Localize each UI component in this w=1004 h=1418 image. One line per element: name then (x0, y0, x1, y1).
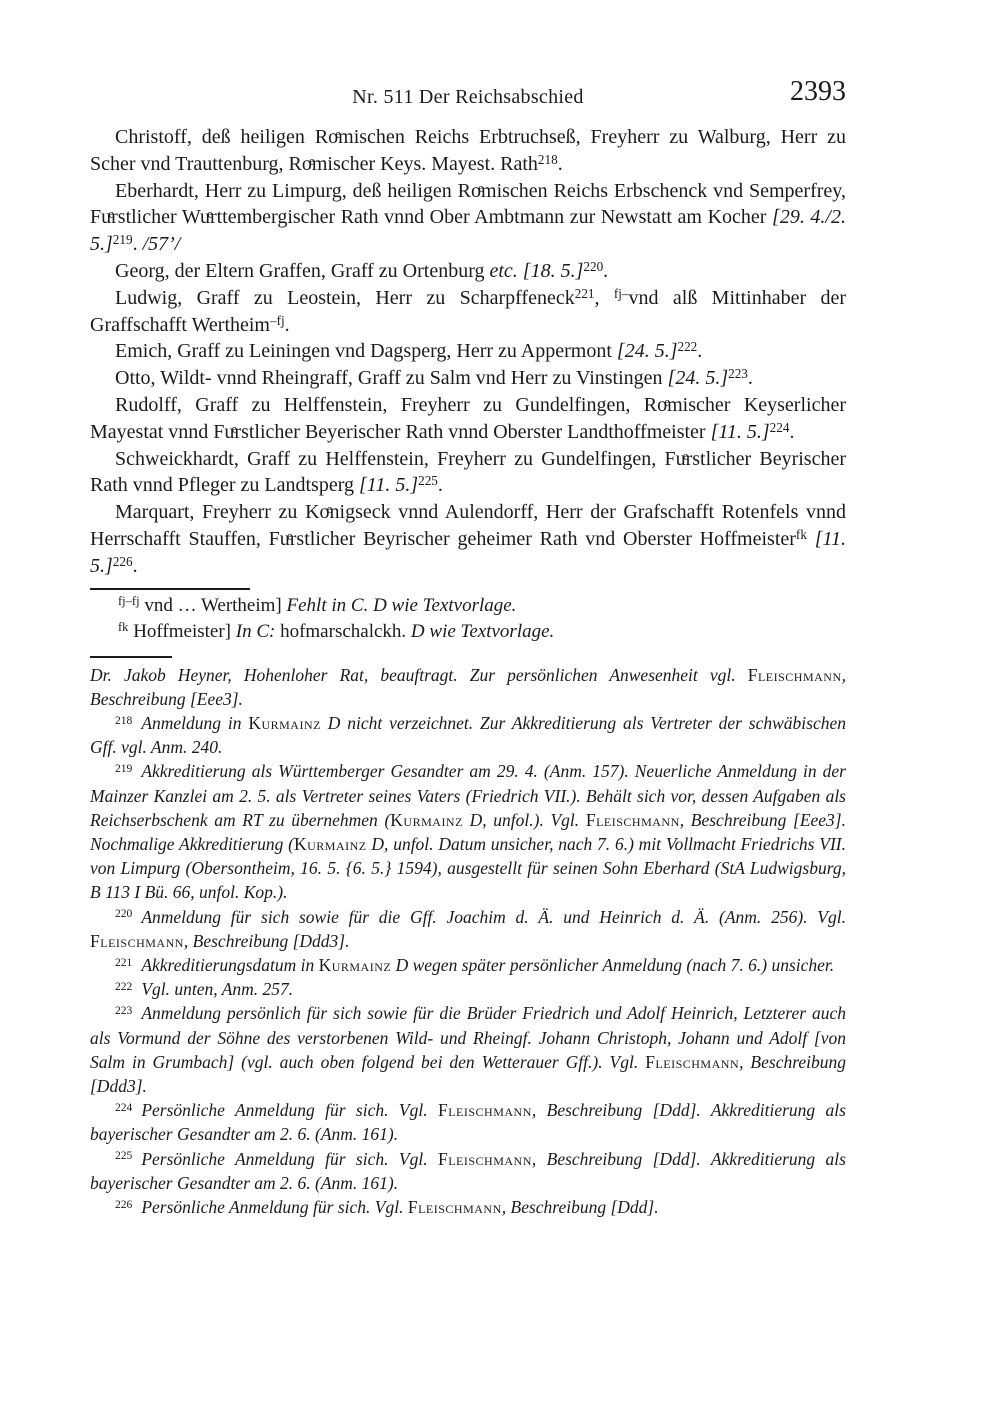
body-paragraph (90, 446, 846, 500)
text-run: , Beschreibung [Ddd3]. (183, 930, 350, 951)
footnote (90, 1195, 846, 1219)
body-paragraph (90, 285, 846, 339)
text-run: Anmeldung persönlich für sich sowie für die Brüder Friedrich und Adolf Heinrich, Letzterer auch als Vormund der Söhne des verstorbenen Wild- und Rheingf. Johann Christoph, Johann und Adolf [von Salm in Grumbach] (vgl. auch oben folgend bei den Wetterauer Gff.). Vgl. (90, 1003, 846, 1072)
text-run: , (594, 286, 614, 309)
text-run: Anmeldung für sich sowie für die Gff. Joachim d. Ä. und Heinrich d. Ä. (Anm. 256). Vgl. (141, 906, 846, 927)
page-number: 2393 (790, 76, 846, 107)
text-run: hofmarschalckh. (275, 621, 411, 643)
text-run: Kurmainz (248, 712, 321, 733)
text-run: Christoff, deß heiligen Roͤmischen Reichs Erbtruchseß, Freyherr zu Walburg, Herr zu Scher vnd Trauttenburg, Roͤmischer Keys. Mayest. Rath (90, 126, 846, 175)
text-run: [11. 5.] (710, 420, 770, 443)
text-run: Kurmainz (293, 833, 367, 854)
superscript-run: 226 (112, 553, 133, 569)
type-area (90, 76, 847, 1219)
text-run: . (437, 474, 443, 497)
text-run: , Beschreibung [Eee3]. Nochmalige Akkreditierung ( (90, 809, 846, 854)
text-run: Eberhardt, Herr zu Limpurg, deß heiligen Roͤmischen Reichs Erbschenck vnd Semperfrey, Fuͤrstlicher Wuͤrttembergischer Rath vnnd Ober Ambtmann zur Newstatt am Kocher (90, 179, 846, 229)
text-run: . (557, 152, 563, 175)
footnote (90, 977, 846, 1001)
superscript-run: 222 (677, 339, 698, 355)
text-run: etc. [18. 5.] (489, 259, 584, 282)
text-run: , Beschreibung [Ddd]. Akkreditierung als bayerischer Gesandter am 2. 6. (Anm. 161). (90, 1100, 846, 1145)
text-run: Ludwig, Graff zu Leostein, Herr zu Scharpffeneck (115, 286, 575, 309)
apparatus-entry (90, 619, 846, 646)
footnote (90, 905, 846, 953)
footnote (90, 1098, 846, 1146)
text-run: . (603, 259, 609, 282)
body-paragraph (90, 392, 846, 446)
text-run: D wegen später persönlicher Anmeldung (nach 7. 6.) unsicher. (391, 954, 835, 975)
text-run: , Beschreibung [Ddd3]. (90, 1051, 847, 1096)
superscript-run: 222 (115, 981, 133, 993)
superscript-run: fj–fj (118, 593, 140, 608)
text-run: Otto, Wildt- vnnd Rheingraff, Graff zu Salm vnd Herr zu Vinstingen (115, 367, 668, 390)
superscript-run: 218 (537, 151, 558, 167)
text-run: Fehlt in C. D wie Textvorlage. (286, 594, 517, 616)
text-run: Persönliche Anmeldung für sich. Vgl. (141, 1197, 408, 1218)
text-run: [24. 5.] (667, 367, 729, 390)
body-paragraph (90, 365, 846, 392)
footnotes (90, 663, 846, 1220)
text-run: Fleischmann (747, 664, 842, 685)
text-run: , Beschreibung [Eee3]. (90, 664, 846, 709)
text-run: Georg, der Eltern Graffen, Graff zu Ortenburg (115, 259, 490, 282)
superscript-run: 218 (115, 714, 133, 727)
text-run: Fleischmann (437, 1148, 532, 1169)
apparatus-entry (90, 593, 846, 620)
superscript-run: 223 (728, 366, 748, 382)
text-run: Persönliche Anmeldung für sich. Vgl. (141, 1148, 438, 1169)
text-run: [11. 5.] (359, 474, 419, 497)
body-paragraph (90, 258, 846, 285)
text-run: D wie Textvorlage. (410, 621, 555, 643)
footnote (90, 711, 846, 759)
footnote (90, 1001, 846, 1098)
text-run: Akkreditierung als Württemberger Gesandter am 29. 4. (Anm. 157). Neuerliche Anmeldung in der Mainzer Kanzlei am 2. 5. als Vertreter seines Vaters (Friedrich VII.). Behält sich vor, dessen Aufgaben als Reichserbschenk am RT zu übernehmen ( (90, 761, 846, 830)
text-run: Schweickhardt, Graff zu Helffenstein, Freyherr zu Gundelfingen, Fuͤrstlicher Beyrischer Rath vnnd Pfleger zu Landtsperg (90, 447, 846, 497)
body-paragraph (90, 499, 846, 579)
body-paragraph (90, 124, 846, 178)
superscript-run: fk (795, 527, 807, 543)
text-run: Rudolff, Graff zu Helffenstein, Freyherr zu Gundelfingen, Roͤmischer Keyserlicher Mayestat vnnd Fuͤrstlicher Beyerischer Rath vnnd Oberster Landthoffmeister (90, 393, 846, 443)
footnote (90, 1147, 846, 1195)
text-run: vnd alß Mittinhaber der Graffschafft Wertheim (90, 286, 847, 336)
superscript-run: 224 (769, 419, 790, 435)
text-run: . (284, 313, 290, 336)
text-run: Kurmainz (390, 809, 463, 830)
text-run: Fleischmann (645, 1051, 740, 1072)
text-run: Emich, Graff zu Leiningen vnd Dagsperg, Herr zu Appermont (115, 340, 617, 363)
text-run (807, 528, 815, 550)
body-paragraph (90, 178, 846, 258)
text-run: Fleischmann (585, 809, 680, 830)
text-run: D nicht verzeichnet. Zur Akkreditierung als Vertreter der schwäbischen Gff. vgl. Anm. 240. (90, 712, 846, 758)
superscript-run: fj– (613, 285, 629, 301)
text-run: . (132, 554, 138, 577)
text-run: vnd … Wertheim] (139, 594, 287, 616)
text-run: [24. 5.] (616, 340, 678, 363)
main-text (90, 124, 846, 580)
text-run: Fleischmann (407, 1197, 502, 1218)
running-head (90, 76, 846, 112)
apparatus-divider (90, 588, 250, 590)
text-run: . (789, 420, 795, 443)
text-run: Dr. Jakob Heyner, Hohenloher Rat, beauftragt. Zur persönlichen Anwesenheit vgl. (90, 664, 748, 685)
superscript-run: 220 (583, 259, 604, 275)
text-run: Kurmainz (318, 954, 392, 975)
text-run: Anmeldung in (141, 712, 249, 733)
footnote (90, 759, 846, 904)
superscript-run: 220 (115, 908, 133, 921)
text-run: In C: (235, 621, 276, 643)
text-run: , Beschreibung [Ddd]. Akkreditierung als bayerischer Gesandter am 2. 6. (Anm. 161). (90, 1148, 846, 1193)
superscript-run: 221 (115, 956, 133, 969)
superscript-run: 221 (574, 285, 595, 301)
text-run: /57’/ (142, 233, 181, 256)
running-head-title: Nr. 511 Der Reichsabschied (352, 86, 584, 108)
text-run: . (747, 367, 753, 390)
superscript-run: 226 (115, 1198, 133, 1211)
text-run: [29. 4./2. 5.] (90, 206, 846, 256)
text-run: , Beschreibung [Ddd]. (501, 1197, 659, 1218)
footnote-continuation (90, 663, 846, 711)
critical-apparatus (90, 593, 846, 646)
text-run: . (132, 233, 143, 256)
text-run: [11. 5.] (90, 527, 847, 577)
body-paragraph (90, 338, 846, 365)
text-run: Fleischmann (90, 930, 184, 951)
superscript-run: 225 (418, 473, 438, 489)
footnote (90, 953, 846, 977)
text-run: Hoffmeister] (128, 621, 236, 643)
superscript-run: 219 (112, 232, 133, 248)
footnote-divider (90, 656, 172, 658)
superscript-run: –fj (270, 312, 285, 328)
text-run: D, unfol. Datum unsicher, nach 7. 6.) mit Vollmacht Friedrichs VII. von Limpurg (Obersontheim, 16. 5. {6. 5.} 1594), ausgestellt für seinen Sohn Eberhard (StA Ludwigsburg, B 113 I Bü. 66, unfol. Kop.). (90, 833, 846, 903)
text-run: Fleischmann (437, 1100, 532, 1121)
text-run: D, unfol.). Vgl. (462, 809, 586, 830)
superscript-run: 225 (115, 1150, 133, 1163)
text-run: . (697, 340, 703, 363)
text-run: Akkreditierungsdatum in (141, 954, 319, 975)
text-run: Vgl. unten, Anm. 257. (141, 979, 294, 1000)
text-run: Marquart, Freyherr zu Koͤnigseck vnnd Aulendorff, Herr der Grafschafft Rotenfels vnnd Herrschafft Stauffen, Fuͤrstlicher Beyrischer geheimer Rath vnd Oberster Hoffmeister (90, 501, 846, 550)
superscript-run: 224 (115, 1102, 133, 1115)
superscript-run: fk (118, 620, 129, 635)
superscript-run: 219 (115, 763, 133, 776)
superscript-run: 223 (115, 1005, 133, 1018)
text-run: Persönliche Anmeldung für sich. Vgl. (141, 1100, 438, 1121)
